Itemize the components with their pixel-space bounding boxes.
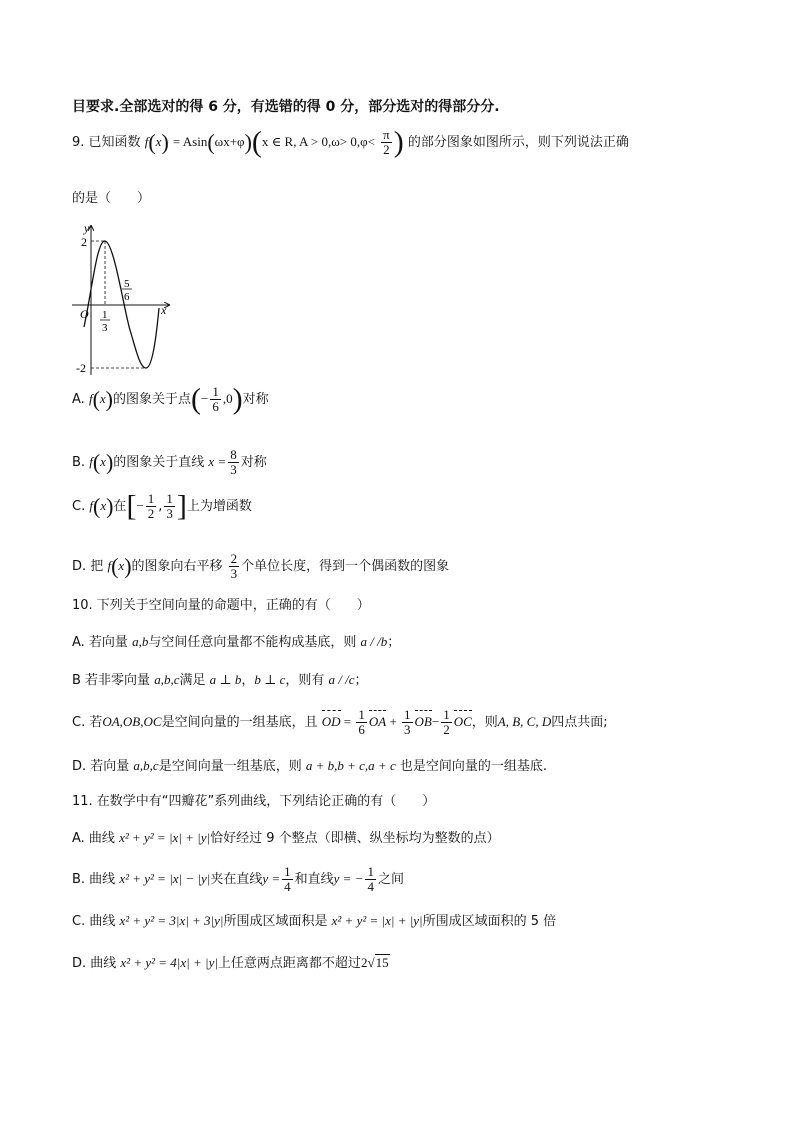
question-9-stem: 9. 已知函数 f(x) = Asin(ωx+φ)(x ∈ R, A > 0,ω> 0,φ< $\frac{\pi}{2}$ ) 的部分图象如图所示，则下列说法正确: [72, 125, 629, 159]
tick-5-6-den: 6: [124, 291, 130, 303]
tick-1-3-num: 1: [102, 309, 108, 321]
q10-option-a[interactable]: A. 若向量 a,b与空间任意向量都不能构成基底，则 a / /b；: [72, 634, 401, 650]
tick-5-6-num: 5: [124, 278, 130, 290]
q9-option-c[interactable]: C. f(x)在[− $\frac{1}{2}$ , $\frac{1}{3}$ ]上为增函数: [72, 489, 252, 523]
fraction-pi-over-2: $\frac{\pi}{2}$: [383, 127, 390, 157]
tick-neg-2: -2: [76, 361, 86, 375]
question-10-stem: 10. 下列关于空间向量的命题中，正确的有（ ）: [72, 598, 370, 613]
sine-curve: [84, 241, 159, 368]
q11-option-b[interactable]: B. 曲线 x² + y² = |x| − |y|夹在直线y = $\frac{1}{4}$ 和直线y = − $\frac{1}{4}$ 之间: [72, 864, 404, 894]
x-axis-label: x: [161, 303, 167, 317]
y-axis-label: y: [84, 221, 90, 235]
q9-option-b[interactable]: B. f(x)的图象关于直线 x = $\frac{8}{3}$ 对称: [72, 447, 267, 477]
origin-label: O: [80, 307, 89, 321]
q11-option-a[interactable]: A. 曲线 x² + y² = |x| + |y|恰好经过 9 个整点（即横、纵坐标均为整数的点）: [72, 830, 500, 846]
q9-option-d[interactable]: D. 把 f(x)的图象向右平移 $\frac{2}{3}$ 个单位长度，得到一个偶函数的图象: [72, 551, 450, 581]
section-instructions: 目要求.全部选对的得 6 分，有选错的得 0 分，部分选对的得部分分.: [72, 99, 500, 115]
tick-1-3-den: 3: [102, 322, 108, 334]
question-number: 9.: [72, 135, 85, 150]
q9-option-a[interactable]: A. f(x)的图象关于点(− $\frac{1}{6}$ ,0)对称: [72, 382, 269, 416]
q10-option-b[interactable]: B 若非零向量 a,b,c满足 a ⊥ b，b ⊥ c，则有 a / /c；: [72, 672, 368, 688]
q10-option-c[interactable]: C. 若OA,OB,OC是空间向量的一组基底，且 OD = $\frac{1}{6}$ OA + $\frac{1}{3}$ OB− $\frac{1}{2}$ OC，则A, B, C, D四点共面;: [72, 707, 608, 737]
question-11-stem: 11. 在数学中有“四瓣花”系列曲线，下列结论正确的有（ ）: [72, 794, 436, 809]
tick-2: 2: [81, 235, 87, 249]
q11-option-c[interactable]: C. 曲线 x² + y² = 3|x| + 3|y|所围成区域面积是 x² + y² = |x| + |y|所围成区域面积的 5 倍: [72, 913, 557, 929]
question-9-stem-end: 的是（ ）: [72, 191, 151, 206]
q11-option-d[interactable]: D. 曲线 x² + y² = 4|x| + |y|上任意两点距离都不超过2√15: [72, 955, 389, 971]
function-graph: [72, 220, 182, 380]
q10-option-d[interactable]: D. 若向量 a,b,c是空间向量一组基底，则 a + b,b + c,a + c 也是空间向量的一组基底.: [72, 758, 547, 774]
